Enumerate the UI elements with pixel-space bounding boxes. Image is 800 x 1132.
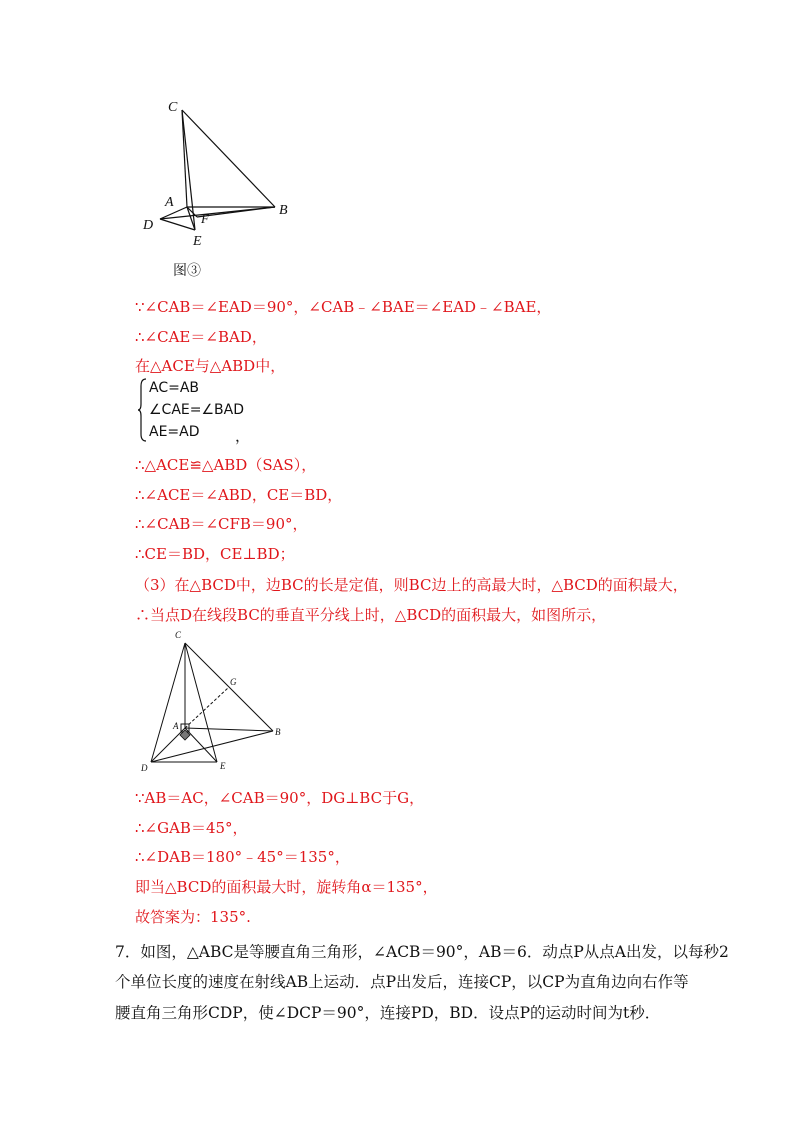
figure-4 [135, 628, 295, 778]
equation-row: AE=AD [149, 424, 200, 440]
question-7-line: 个单位长度的速度在射线AB上运动．点P出发后，连接CP，以CP为直角边向右作等 [115, 973, 689, 991]
fig4-label-a: A [173, 721, 179, 731]
solution-line: ∵∠CAB＝∠EAD＝90°，∠CAB﹣∠BAE＝∠EAD﹣∠BAE， [135, 298, 552, 316]
left-brace-icon [137, 378, 147, 442]
fig4-label-b: B [275, 727, 281, 737]
solution-line: ∴△ACE≌△ABD（SAS）， [135, 456, 317, 474]
solution-line: ∴CE＝BD，CE⊥BD； [135, 545, 295, 563]
fig3-label-b: B [279, 203, 288, 218]
fig4-label-g: G [230, 677, 237, 687]
fig4-label-d: D [141, 763, 148, 773]
figure-3 [135, 95, 305, 255]
solution-line: 故答案为：135°. [135, 908, 251, 926]
solution-line: ∴∠ACE＝∠ABD，CE＝BD， [135, 486, 343, 504]
question-7-line: 腰直角三角形CDP，使∠DCP＝90°，连接PD，BD．设点P的运动时间为t秒． [115, 1004, 661, 1022]
solution-line: 即当△BCD的面积最大时，旋转角α＝135°， [135, 878, 438, 896]
solution-line: ∵AB＝AC，∠CAB＝90°，DG⊥BC于G， [135, 789, 425, 807]
fig4-label-c: C [175, 630, 182, 640]
question-7-line: 7．如图，△ABC是等腰直角三角形，∠ACB＝90°，AB＝6．动点P从点A出发，以每秒2 [115, 943, 729, 961]
fig3-label-a: A [165, 195, 174, 210]
solution-line: ∴∠CAB＝∠CFB＝90°， [135, 515, 308, 533]
solution-line: ∴∠CAE＝∠BAD， [135, 328, 267, 346]
system-comma: ， [235, 427, 251, 445]
equation-row: ∠CAE=∠BAD [149, 402, 244, 418]
fig3-label-c: C [168, 100, 178, 115]
solution-line: ∴∠DAB＝180°﹣45°＝135°， [135, 848, 350, 866]
fig3-label-f: F [201, 211, 209, 226]
solution-line: 在△ACE与△ABD中， [135, 357, 286, 375]
fig3-label-e: E [193, 234, 202, 249]
solution-line: （3）在△BCD中，边BC的长是定值，则BC边上的高最大时，△BCD的面积最大， [135, 576, 688, 594]
solution-line: ∴∠GAB＝45°， [135, 819, 248, 837]
equation-row: AC=AB [149, 380, 200, 396]
fig3-label-d: D [143, 218, 154, 233]
fig4-label-e: E [220, 761, 226, 771]
figure-3-caption: 图③ [173, 263, 201, 279]
solution-line: ∴当点D在线段BC的垂直平分线上时，△BCD的面积最大，如图所示， [135, 606, 607, 624]
equation-system [137, 378, 277, 442]
